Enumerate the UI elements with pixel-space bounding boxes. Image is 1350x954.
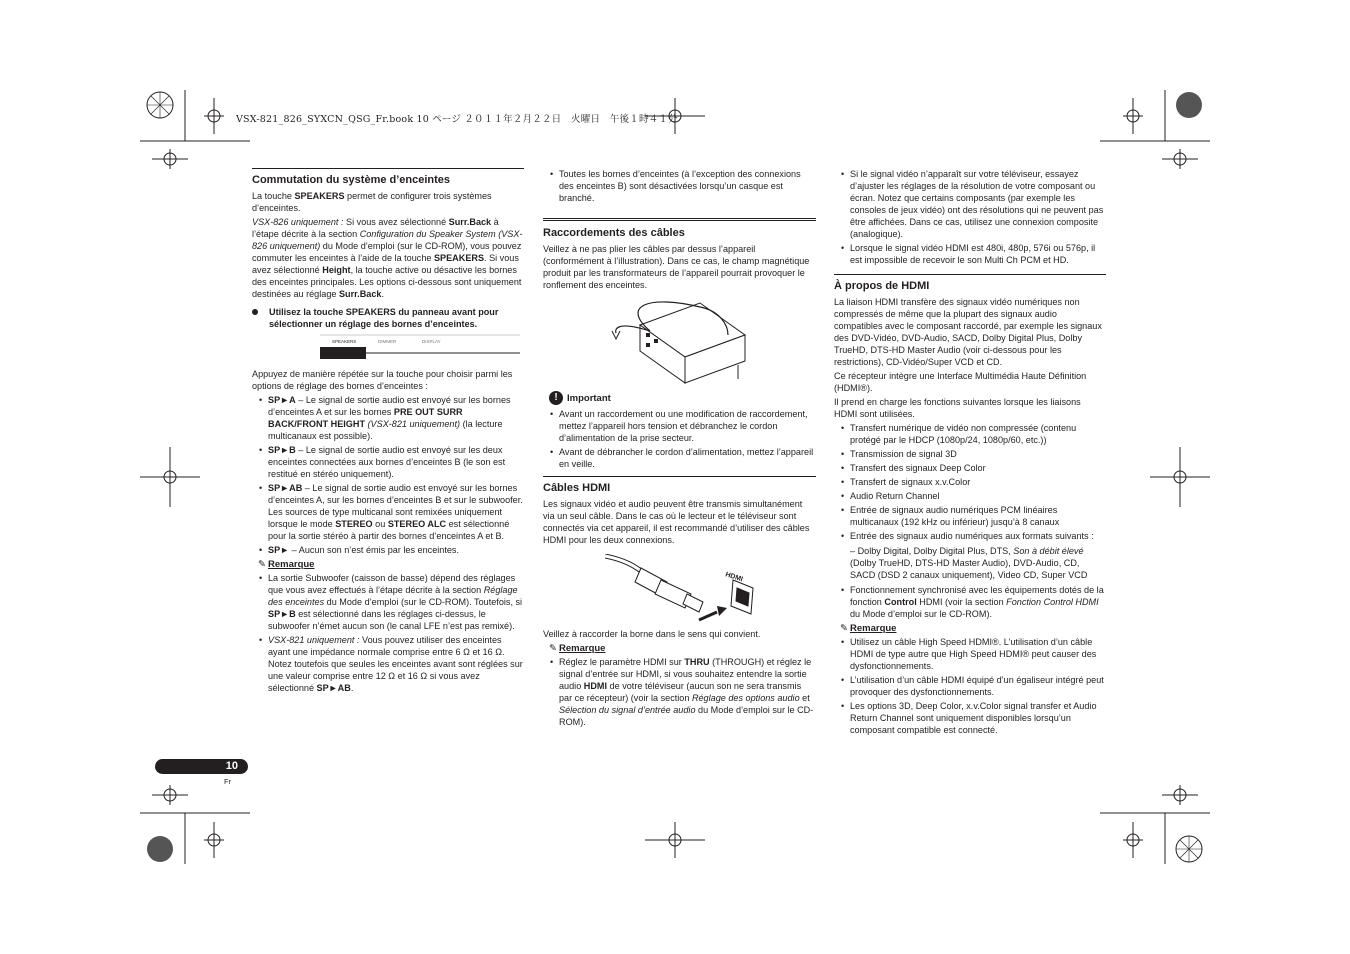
column-1 [252, 168, 524, 697]
hdmi-connector-figure [605, 554, 755, 624]
note-heading-3: ✎ Remarque [840, 623, 897, 634]
section-title-speaker-system: Commutation du système d’enceintes [252, 168, 524, 186]
hdmi-overview-paragraph: La liaison HDMI transfère des signaux vidéo numériques non compressés de même que la plupart des signaux audio compatibles avec le composant raccordé, par exemple les signaux des DVD-Vidéo, DVD-Audio, SACD, Dolby Digital Plus, Dolby TrueHD, DTS-HD Master Audio (voir ci-dessous pour les restrictions), CD-Vidéo/Super VCD et CD. [834, 297, 1102, 367]
feature-arc: • Audio Return Channel [834, 490, 1106, 502]
note-hdmi-thru: • Réglez le paramètre HDMI sur THRU (THROUGH) et réglez le signal d’entrée sur HDMI, si vous souhaitez entendre la sortie audio HDMI de votre téléviseur (aucun son ne sera transmis par ce récepteur) (voir la section Réglage des options audio et Sélection du signal d’entrée audio du Mode d’emploi sur le CD-ROM). [543, 656, 816, 728]
note-equalizer-cable: • L’utilisation d’un câble HDMI équipé d’un égaliseur intégré peut provoquer des dysfonctionnements. [834, 674, 1106, 698]
section-title-about-hdmi: À propos de HDMI [834, 274, 1106, 292]
hdmi-cable-notes [834, 636, 1106, 736]
note-heading-2: ✎ Remarque [549, 643, 606, 654]
important-list [543, 408, 816, 470]
pencil-icon: ✎ [840, 623, 848, 634]
hdmi-control-list [834, 584, 1106, 620]
column-2 [543, 168, 816, 731]
panel-dimmer-label: DIMMER [378, 339, 397, 344]
video-bullet-list [834, 168, 1106, 266]
headphones-bullet: • Toutes les bornes d’enceintes (à l’exception des connexions des enceintes B) sont désactivées lorsqu’un casque est branché. [543, 168, 816, 204]
bullet-no-video: • Si le signal vidéo n’apparaît sur votre téléviseur, essayez d’ajuster les réglages de la résolution de votre composant ou écran. Notez que certains composants (par exemple les consoles de jeux vidéo) ont des résolutions qui ne peuvent pas être affichées. Dans ce cas, utilisez une connexion composite (analogique). [834, 168, 1106, 240]
important-heading: ! Important [549, 391, 816, 405]
note-high-speed-cable: • Utilisez un câble High Speed HDMI®. L’utilisation d’un câble HDMI de type autre que High Speed HDMI® peut causer des dysfonctionnements. [834, 636, 1106, 672]
warning-icon: ! [549, 391, 563, 405]
hdmi-functions-paragraph: Il prend en charge les fonctions suivantes lorsque les liaisons HDMI sont utilisées. [834, 397, 1081, 419]
headphones-bullet-list [543, 168, 816, 204]
pencil-icon: ✎ [258, 559, 266, 570]
page-number-tab [155, 759, 248, 774]
important-standby: • Avant de débrancher le cordon d’alimentation, mettez l’appareil en veille. [543, 446, 816, 470]
column-3 [834, 168, 1106, 739]
note-compatible-component: • Les options 3D, Deep Color, x.v.Color signal transfer et Audio Return Channel sont uniquement disponibles lorsqu’un composant compatible est connecté. [834, 700, 1106, 736]
panel-display-label: DISPLAY [422, 339, 441, 344]
hdmi-note-list [543, 656, 816, 728]
step-instruction: Utilisez la touche SPEAKERS du panneau avant pour sélectionner un réglage des bornes d’enceintes. [252, 306, 524, 330]
option-sp-a: • SP►A – Le signal de sortie audio est envoyé sur les bornes d’enceintes A et sur les bornes PRE OUT SURR BACK/FRONT HEIGHT (VSX-821 uniquement) (la lecture multicanaux est possible). [252, 394, 524, 442]
note-heading: ✎ Remarque [258, 559, 315, 570]
section-title-hdmi-cables: Câbles HDMI [543, 476, 816, 494]
feature-xvcolor: • Transfert de signaux x.v.Color [834, 476, 1106, 488]
hdmi-port-label: HDMI [723, 571, 744, 584]
hdmi-features-list [834, 422, 1106, 542]
pencil-icon: ✎ [549, 643, 557, 654]
repeat-press-paragraph: Appuyez de manière répétée sur la touche pour choisir parmi les options de réglage des bornes d’enceintes : [252, 369, 513, 391]
page-number: 10 [225, 760, 238, 772]
surr-back-paragraph: VSX-826 uniquement : Si vous avez sélectionné Surr.Back à l’étape décrite à la section Configuration du Speaker System (VSX-826 uniquement) du Mode d’emploi (sur le CD-ROM), vous pouvez commuter les enceintes à l’aide de la touche SPEAKERS. Si vous avez sélectionné Height, la touche active ou désactive les bornes des enceintes principales. Les options ci-dessous sont uniquement destinées au réglage Surr.Back. [252, 217, 523, 299]
feature-deep-color: • Transfert des signaux Deep Color [834, 462, 1106, 474]
file-header: VSX-821_826_SYXCN_QSG_Fr.book 10 ページ ２０１１年２月２２日 火曜日 午後１時４１分 [236, 114, 678, 125]
option-sp-ab: • SP►AB – Le signal de sortie audio est envoyé sur les bornes d’enceintes A, sur les bornes d’enceintes B et sur le subwoofer. Les sources de type multicanal sont remixées uniquement lorsque le mode STEREO ou STEREO ALC est sélectionné pour la sortie stéréo à partir des bornes d’enceintes A et B. [252, 482, 524, 542]
cable-over-unit-figure [610, 295, 750, 387]
note-impedance: • VSX-821 uniquement : Vous pouvez utiliser des enceintes ayant une impédance normale comprise entre 6 Ω et 16 Ω. Notez toutefois que seules les enceintes avant sont réglées sur une valeur comprise entre 12 Ω et 16 Ω si vous avez sélectionné SP►AB. [252, 634, 524, 694]
cable-warning-paragraph: Veillez à ne pas plier les câbles par dessus l’appareil (conformément à l’illustration). Dans ce cas, le champ magnétique produit par les transformateurs de l’appareil pourrait provoquer le ronflement des enceintes. [543, 244, 810, 290]
option-sp-off: • SP► – Aucun son n’est émis par les enceintes. [252, 544, 524, 556]
feature-control-hdmi: • Fonctionnement synchronisé avec les équipements dotés de la fonction Control HDMI (voir la section Fonction Control HDMI du Mode d’emploi sur le CD-ROM). [834, 584, 1106, 620]
option-sp-b: • SP►B – Le signal de sortie audio est envoyé sur les deux enceintes connectées aux bornes d’enceintes B (le son est restitué en stéréo uniquement). [252, 444, 524, 480]
speakers-intro: La touche SPEAKERS permet de configurer trois systèmes d’enceintes. [252, 191, 492, 213]
important-power-off: • Avant un raccordement ou une modification de raccordement, mettez l’appareil hors tension et débranchez le cordon d’alimentation de la prise secteur. [543, 408, 816, 444]
hdmi-interface-paragraph: Ce récepteur intègre une Interface Multimédia Haute Définition (HDMI®). [834, 371, 1087, 393]
page-language: Fr [224, 777, 232, 786]
audio-formats-detail: – Dolby Digital, Dolby Digital Plus, DTS, Son à débit élevé (Dolby TrueHD, DTS-HD Master Audio), DVD-Audio, CD, SACD (DSD 2 canaux uniquement), Video CD, Super VCD [850, 546, 1088, 580]
hdmi-cable-paragraph: Les signaux vidéo et audio peuvent être transmis simultanément via un seul câble. Dans le cas où le lecteur et le téléviseur sont connectés via cet appareil, il est recommandé d’utiliser des câbles HDMI pour les deux connexions. [543, 499, 810, 545]
speaker-options-list [252, 394, 524, 556]
feature-uncompressed-video: • Transfert numérique de vidéo non compressée (contenu protégé par le HDCP (1080p/24, 1080p/60, etc.)) [834, 422, 1106, 446]
panel-speakers-label: SPEAKERS [332, 339, 357, 344]
note-list [252, 572, 524, 694]
front-panel-speakers-figure [320, 334, 520, 360]
bullet-resolution-limit: • Lorsque le signal vidéo HDMI est 480i, 480p, 576i ou 576p, il est impossible de recevoir le son Multi Ch PCM et HD. [834, 242, 1106, 266]
feature-3d: • Transmission de signal 3D [834, 448, 1106, 460]
feature-audio-formats: • Entrée des signaux audio numériques aux formats suivants : [834, 530, 1106, 542]
orientation-paragraph: Veillez à raccorder la borne dans le sens qui convient. [543, 629, 761, 639]
note-subwoofer: • La sortie Subwoofer (caisson de basse) dépend des réglages que vous avez effectués à l’étape décrite à la section Réglage des enceintes du Mode d’emploi (sur le CD-ROM). Toutefois, si SP►B est sélectionné dans les réglages ci-dessus, le subwoofer n’émet aucun son (le canal LFE n’est pas remixé). [252, 572, 524, 632]
feature-lpcm: • Entrée de signaux audio numériques PCM linéaires multicanaux (192 kHz ou inférieur) jusqu’à 8 canaux [834, 504, 1106, 528]
section-title-connections: Raccordements des câbles [543, 218, 816, 239]
